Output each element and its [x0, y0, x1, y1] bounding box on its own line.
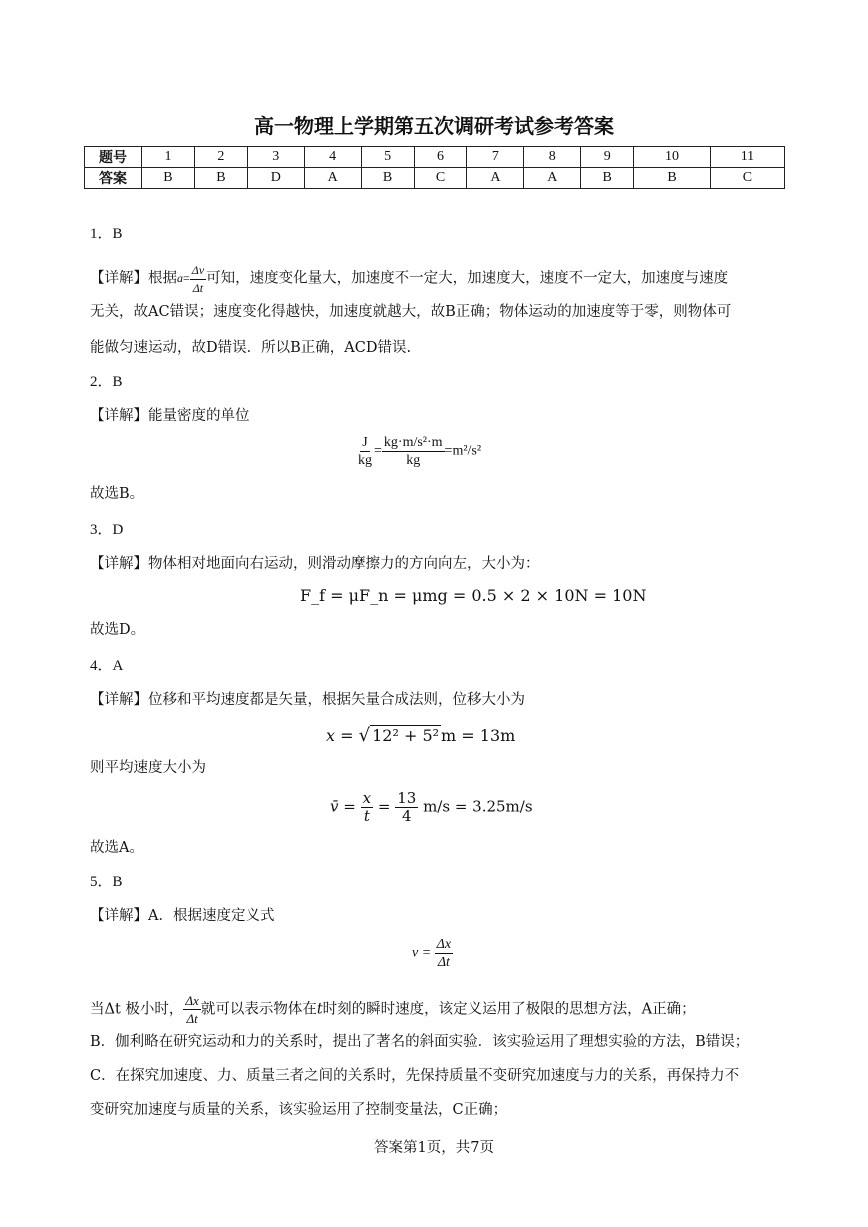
q2-label: 2．B [90, 374, 123, 390]
q4-f2-num1: x [362, 789, 372, 807]
q2-f1-num: J [362, 435, 368, 450]
q4-formula-velocity [330, 790, 533, 825]
q2-f1-den: kg [358, 453, 372, 468]
q5-inline-fraction [183, 992, 200, 1027]
row-header-answer: 答案 [85, 168, 142, 189]
q1-explanation-line3: 能做匀速运动，故D错误．所以B正确，ACD错误. [90, 340, 412, 356]
q4-formula-displacement [326, 725, 515, 746]
q4-fraction-1 [361, 790, 373, 825]
q5-option-c-line1: C．在探究加速度、力、质量三者之间的关系时，先保持质量不变研究加速度与力的关系，再保持力不 [90, 1068, 740, 1084]
q4-f2-lhs: v̄ = [330, 797, 356, 816]
q5-explanation: 【详解】A．根据速度定义式 [90, 908, 275, 924]
q1-fraction-den: Δt [192, 281, 204, 295]
q2-result: =m²/s² [444, 443, 482, 459]
q4-explanation: 【详解】位移和平均速度都是矢量，根据矢量合成法则，位移大小为 [90, 692, 525, 708]
q5-formula [412, 936, 453, 971]
answer-cell: B [634, 168, 711, 189]
q4-explanation-2: 则平均速度大小为 [90, 760, 206, 776]
answer-cell: A [524, 168, 581, 189]
q4-f1-rhs: m = 13m [441, 726, 516, 745]
q2-explanation: 【详解】能量密度的单位 [90, 408, 250, 424]
q5-line-a [90, 992, 696, 1027]
q5-line-a-text3: 时刻的瞬时速度，该定义运用了极限的思想方法，A正确； [322, 1001, 696, 1018]
q3-explanation: 【详解】物体相对地面向右运动，则滑动摩擦力的方向向左，大小为： [90, 556, 540, 572]
answer-cell: C [414, 168, 467, 189]
q5-option-c-line2: 变研究加速度与质量的关系，该实验运用了控制变量法，C正确； [90, 1102, 508, 1118]
row-header-number: 题号 [85, 147, 142, 168]
q3-conclusion: 故选D。 [90, 622, 146, 638]
answer-cell: B [194, 168, 247, 189]
q5-f-lhs: v = [412, 945, 432, 961]
q5-label: 5．B [90, 874, 123, 890]
q5-line-a-text1: 当Δt 极小时， [90, 1001, 184, 1018]
answer-cell: B [361, 168, 414, 189]
answer-cell: D [247, 168, 304, 189]
q1-label: 1．B [90, 226, 123, 242]
number-cell: 11 [710, 147, 784, 168]
answer-cell: A [304, 168, 361, 189]
q1-formula-eq: = [183, 271, 190, 286]
q4-f2-den2: 4 [401, 807, 412, 825]
answer-cell: B [142, 168, 195, 189]
number-cell: 1 [142, 147, 195, 168]
number-cell: 3 [247, 147, 304, 168]
q2-eq: = [374, 443, 382, 459]
answer-cell: C [710, 168, 784, 189]
q5-f-num: Δx [436, 937, 452, 952]
q5-inline-den: Δt [186, 1011, 198, 1026]
number-cell: 7 [467, 147, 524, 168]
q1-fraction [190, 262, 206, 297]
answer-cell: B [581, 168, 634, 189]
q2-f2-den: kg [406, 453, 421, 468]
q2-conclusion: 故选B。 [90, 486, 145, 502]
number-cell: 4 [304, 147, 361, 168]
question-number-row [85, 147, 785, 168]
answer-row [85, 168, 785, 189]
q3-label: 3．D [90, 522, 124, 538]
q5-fraction [435, 936, 453, 971]
q4-fraction-2 [395, 790, 418, 825]
q4-f2-result: m/s = 3.25m/s [423, 797, 533, 816]
q4-f2-num2: 13 [397, 789, 417, 807]
q5-line-a-text2: 就可以表示物体在 [200, 1001, 317, 1018]
q2-fraction-2 [382, 434, 445, 469]
q1-text-b: 可知，速度变化量大，加速度不一定大，加速度大，速度不一定大，加速度与速度 [206, 270, 729, 287]
sqrt-symbol: √ [358, 725, 371, 746]
answer-cell: A [467, 168, 524, 189]
q1-formula-lhs: a [177, 271, 183, 286]
q1-explanation-line2: 无关，故AC错误；速度变化得越快，加速度就越大，故B正确；物体运动的加速度等于零，则物体可 [90, 304, 732, 320]
q5-f-den: Δt [437, 955, 450, 970]
q4-label: 4．A [90, 658, 124, 674]
q4-f1-radicand: 12² + 5² [372, 726, 440, 745]
q3-formula: F_f = μF_n = μmg = 0.5 × 2 × 10N = 10N [300, 586, 647, 605]
q5-inline-num: Δx [185, 993, 199, 1008]
q4-f2-den1: t [363, 807, 370, 825]
answer-table [84, 146, 785, 189]
q4-f2-eq: = [377, 797, 391, 816]
q2-formula [356, 434, 481, 469]
number-cell: 5 [361, 147, 414, 168]
q4-f1-lhs: x = [326, 726, 359, 745]
number-cell: 6 [414, 147, 467, 168]
number-cell: 2 [194, 147, 247, 168]
page-title: 高一物理上学期第五次调研考试参考答案 [254, 114, 614, 138]
q2-fraction-1 [356, 434, 374, 469]
q1-explanation-line1 [90, 262, 728, 297]
number-cell: 10 [634, 147, 711, 168]
q5-option-b: B．伽利略在研究运动和力的关系时，提出了著名的斜面实验．该实验运用了理想实验的方法，B错误； [90, 1034, 750, 1050]
q1-text-a: 【详解】根据 [90, 270, 177, 287]
number-cell: 8 [524, 147, 581, 168]
q5-line-a-t: t [316, 1001, 323, 1018]
number-cell: 9 [581, 147, 634, 168]
page-footer: 答案第1页，共7页 [374, 1140, 494, 1156]
q2-f2-num: kg·m/s²·m [383, 435, 443, 450]
q1-fraction-num: Δv [190, 262, 206, 280]
q4-conclusion: 故选A。 [90, 840, 144, 856]
